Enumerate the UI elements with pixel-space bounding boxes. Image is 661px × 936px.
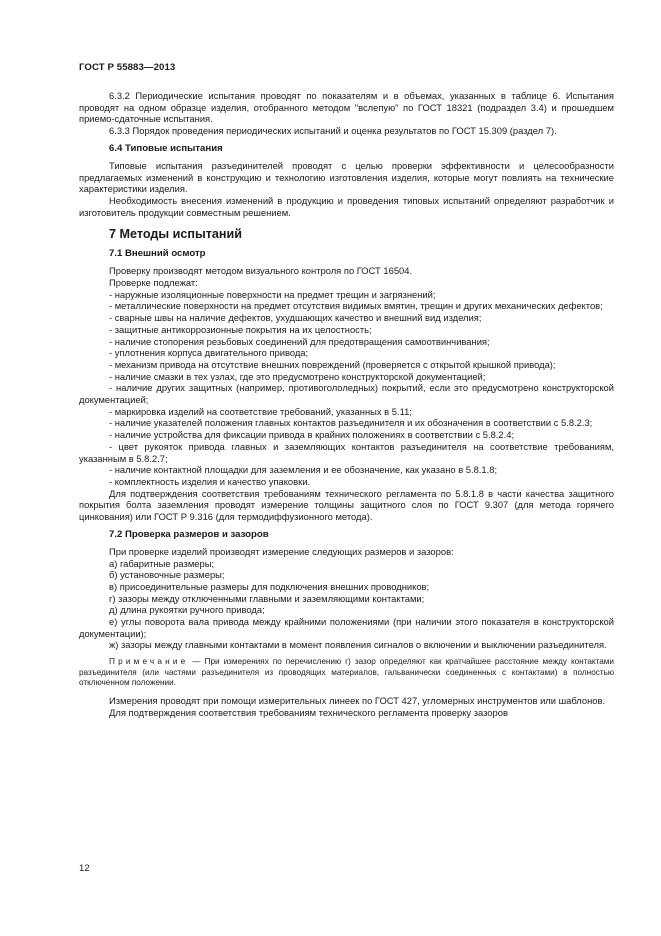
- list-item: - наличие смазки в тех узлах, где это предусмотрено конструкторской документацией;: [109, 370, 486, 382]
- paragraph-6-3-2: 6.3.2 Периодические испытания проводят по показателям и в объемах, указанных в таблице 6. Испытания проводят на одном образце изделия, отобранного методом "вслепую" по ГОСТ 18321 (подраздел 3.4) и прошедшем приемо-сдаточные испытания.: [79, 90, 614, 125]
- note-paragraph: [79, 657, 614, 688]
- paragraph-6-3-3: 6.3.3 Порядок проведения периодических испытаний и оценка результатов по ГОСТ 15.309 (раздел 7).: [109, 125, 557, 137]
- paragraph-7-2-c: Для подтверждения соответствия требованиям технического регламента проверку зазоров: [109, 707, 508, 719]
- paragraph-7-2-a: При проверке изделий производят измерение следующих размеров и зазоров:: [109, 545, 454, 557]
- note-label: Примечание: [109, 657, 189, 667]
- list-item: б) установочные размеры;: [109, 569, 225, 581]
- list-item: - защитные антикоррозионные покрытия на их целостность;: [109, 323, 372, 335]
- note-text: — При измерениях по перечислению г) зазор определяют как кратчайшее расстояние между контактами разъединителя (или частями разъединителя из проводящих материалов, гальванически соединенных с контактами) в полностью отключенном положении.: [79, 657, 614, 687]
- document-header: ГОСТ Р 55883—2013: [79, 62, 176, 73]
- list-item: а) габаритные размеры;: [109, 557, 215, 569]
- list-item: - наличие указателей положения главных контактов разъединителя и их обозначения в соответствии с 5.8.2.3;: [109, 417, 593, 429]
- list-item: ж) зазоры между главными контактами в момент появления сигналов о включении и выключении разъединителя.: [109, 639, 607, 651]
- list-item: в) присоединительные размеры для подключения внешних проводников;: [109, 580, 430, 592]
- paragraph-6-4-a: Типовые испытания разъединителей проводят с целью проверки эффективности и целесообразности предлагаемых изменений в конструкцию и технологию изготовления изделия, которые могут повлиять на технические характеристики изделия.: [79, 159, 614, 195]
- list-item: - цвет рукояток привода главных и заземляющих контактов разъединителя на соответствие требованиям, указанным в 5.8.2.7;: [79, 440, 614, 464]
- list-item: е) углы поворота вала привода между крайними положениями (при наличии этого показателя в конструкторской документации);: [79, 616, 614, 639]
- list-item: - сварные швы на наличие дефектов, ухудшающих качество и внешний вид изделия;: [109, 312, 482, 324]
- page-content: [79, 90, 614, 719]
- paragraph-6-4-b: Необходимость внесения изменений в продукцию и проведения типовых испытаний определяют разработчик и изготовитель продукции совместным решением.: [79, 194, 614, 218]
- page-number: 12: [79, 863, 90, 874]
- list-item: - наличие устройства для фиксации привода в крайних положениях в соответствии с 5.8.2.4;: [109, 429, 515, 441]
- heading-7-1: 7.1 Внешний осмотр: [109, 248, 206, 260]
- list-item: - наличие стопорения резьбовых соединений для предотвращения самоотвинчивания;: [109, 335, 490, 347]
- list-item: - наружные изоляционные поверхности на предмет трещин и загрязнений;: [109, 288, 436, 300]
- list-item: д) длина рукоятки ручного привода;: [109, 604, 265, 616]
- list-item: - маркировка изделий на соответствие требований, указанных в 5.11;: [109, 405, 412, 417]
- list-item: - наличие других защитных (например, противогололедных) покрытий, если это предусмотрено конструкторской документацией;: [79, 382, 614, 406]
- list-item: - уплотнения корпуса двигательного привода;: [109, 347, 309, 359]
- paragraph-7-1-b: Проверке подлежат:: [109, 277, 198, 289]
- list-item: - металлические поверхности на предмет отсутствия видимых вмятин, трещин и других механических дефектов;: [109, 300, 603, 312]
- list-item: - комплектность изделия и качество упаковки.: [109, 475, 311, 487]
- heading-6-4: 6.4 Типовые испытания: [109, 142, 223, 154]
- heading-7-2: 7.2 Проверка размеров и зазоров: [109, 528, 269, 540]
- heading-7: 7 Методы испытаний: [109, 227, 242, 242]
- list-item: г) зазоры между отключенными главными и заземляющими контактами;: [109, 592, 425, 604]
- list-item: - механизм привода на отсутствие внешних повреждений (проверяется с открытой крышкой привода);: [109, 358, 556, 370]
- paragraph-7-2-b: Измерения проводят при помощи измерительных линеек по ГОСТ 427, угломерных инструментов или шаблонов.: [109, 695, 606, 707]
- list-item: - наличие контактной площадки для заземления и ее обозначение, как указано в 5.8.1.8;: [109, 464, 498, 476]
- paragraph-7-1-a: Проверку производят методом визуального контроля по ГОСТ 16504.: [109, 265, 413, 277]
- paragraph-7-1-c: Для подтверждения соответствия требованиям технического регламента по 5.8.1.8 в части качества защитного покрытия болта заземления проводят измерение толщины защитного слоя по ГОСТ 9.307 (для метода горячего цинкования) или ГОСТ Р 9.316 (для термодиффузионного метода).: [79, 487, 614, 523]
